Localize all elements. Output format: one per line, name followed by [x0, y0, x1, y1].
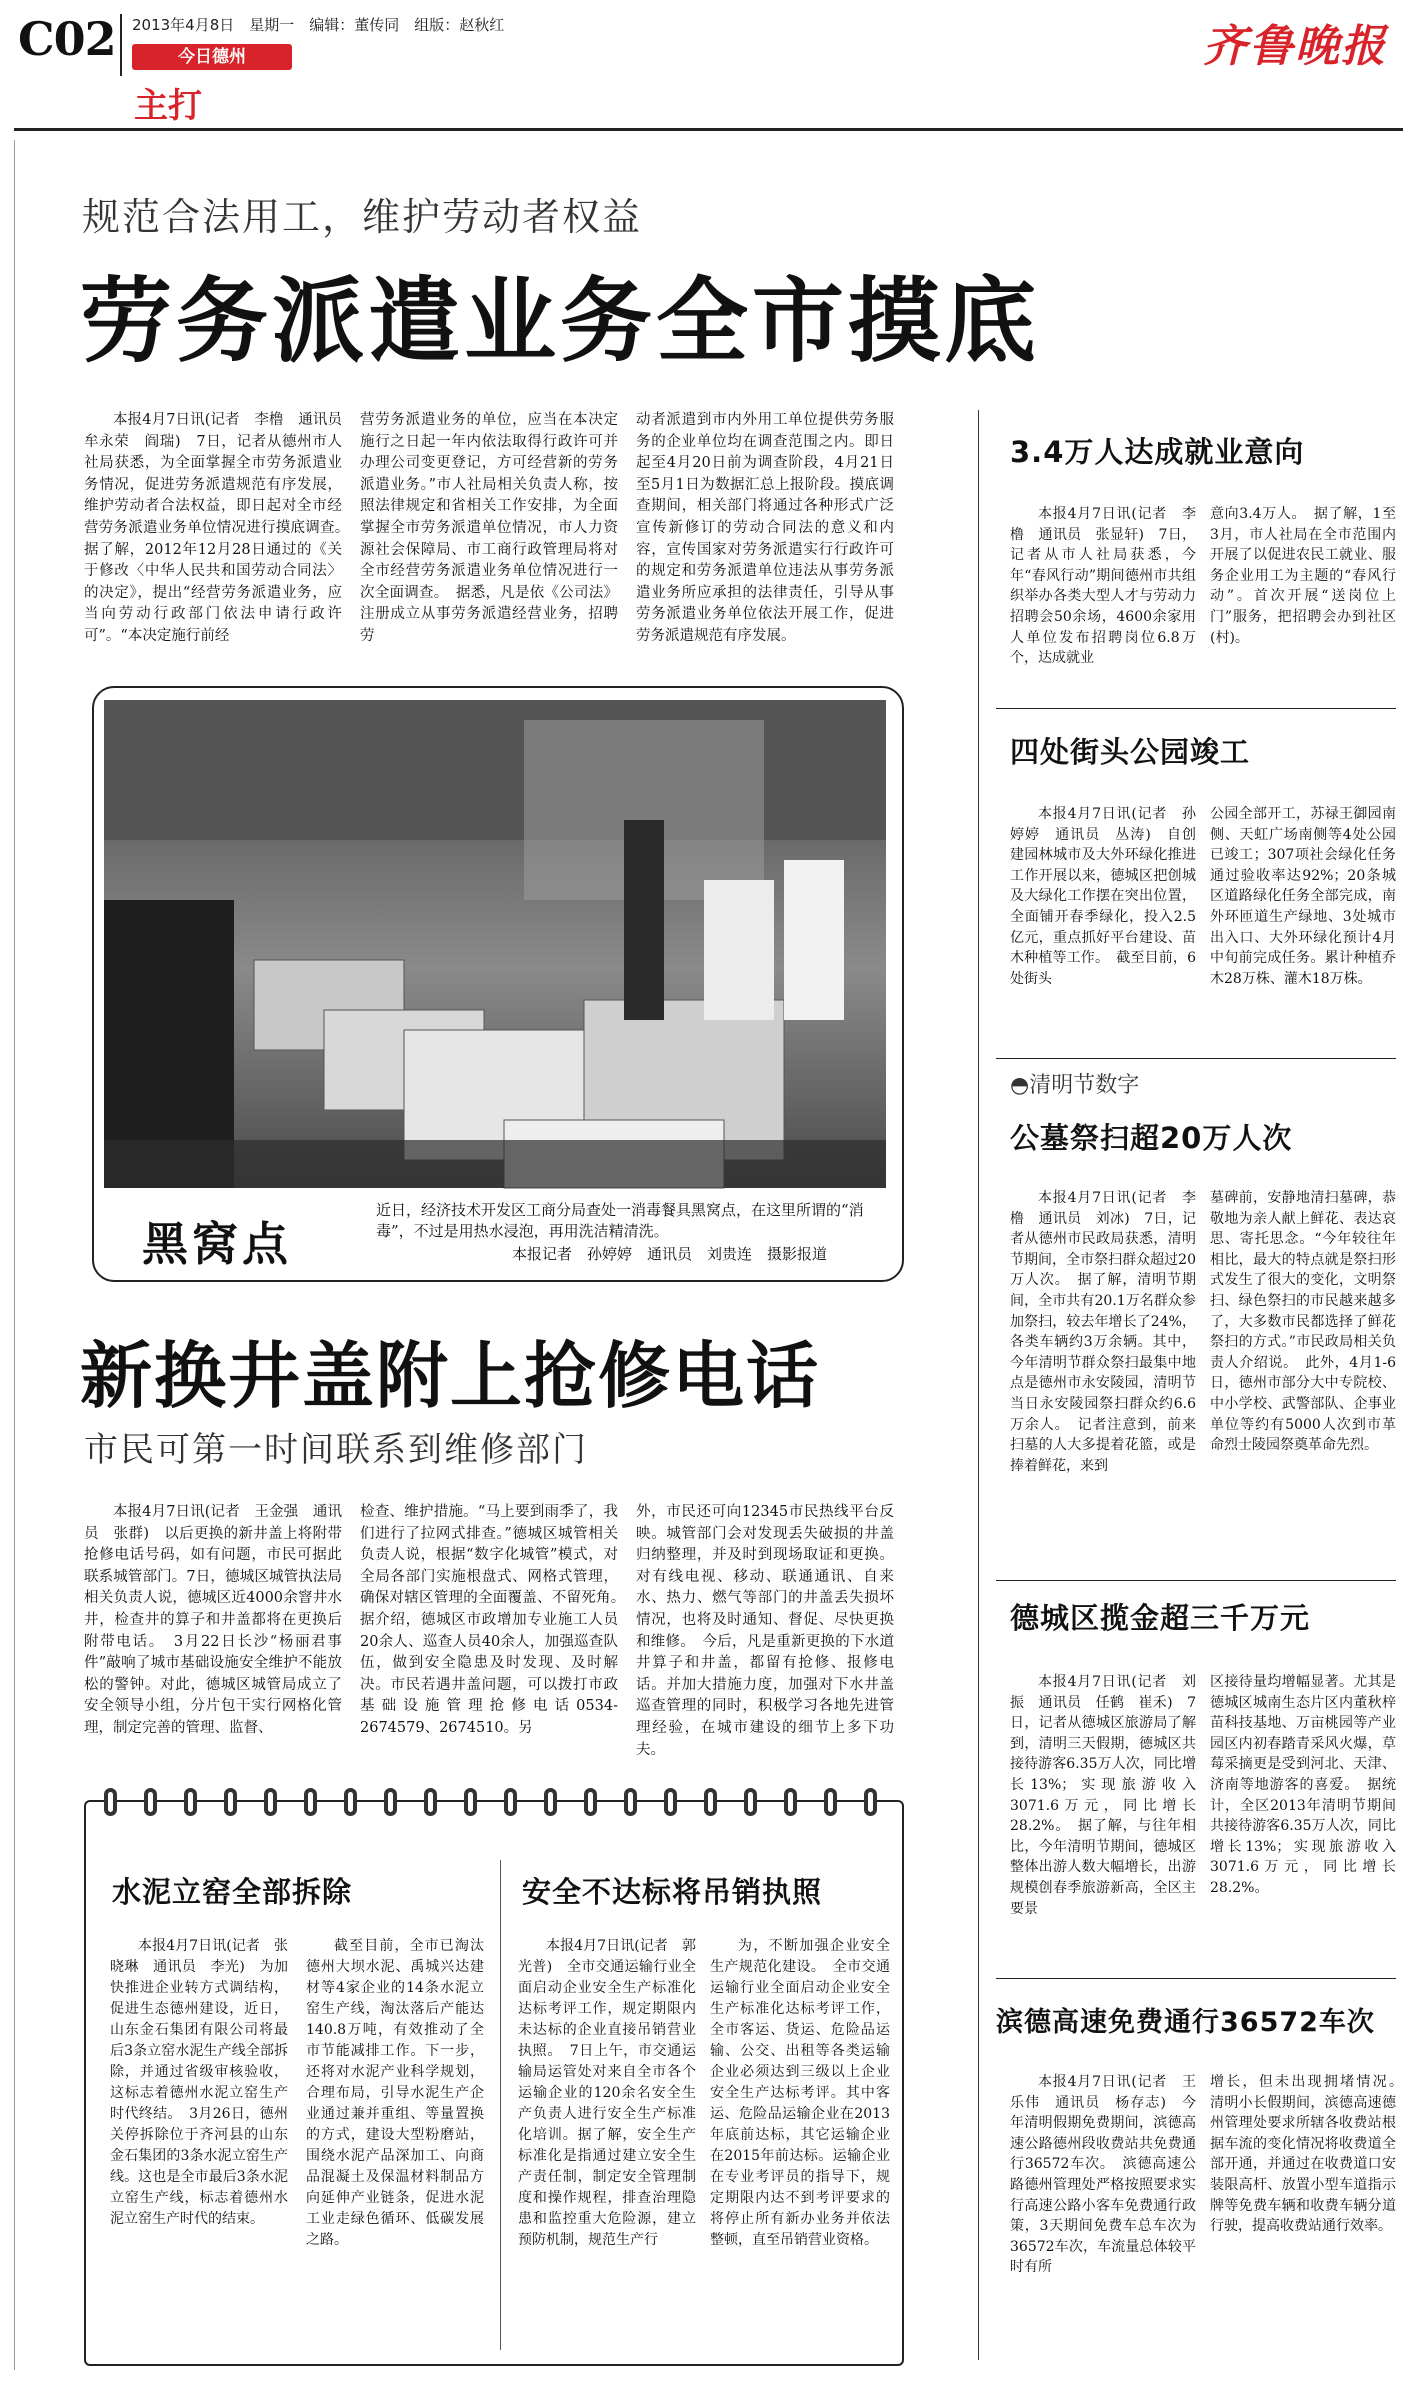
highway-col-1-text: 本报4月7日讯(记者 王乐伟 通讯员 杨存志) 今年清明假期免费期间，滨德高速公路德州段收费站共免费通行36572车次。 滨德高速公路德州管理处严格按照要求实行高速公路小客车免费通行政策，3天期间免费车总车次为36572车次，车流量总体较平时有所 [1010, 2074, 1196, 2276]
page-number: C02 [18, 12, 116, 66]
employment-headline: 3.4万人达成就业意向 [1010, 435, 1305, 469]
binder-ring [464, 1788, 477, 1816]
sidebar-rule [996, 1058, 1396, 1059]
binder-ring [704, 1788, 717, 1816]
manhole-col-2 [360, 1502, 633, 1764]
binder-ring [744, 1788, 757, 1816]
notebook-divider [500, 1860, 501, 2350]
workshop-photo [104, 700, 886, 1188]
highway-headline: 滨德高速免费通行36572车次 [996, 2007, 1375, 2038]
employment-col-1 [1010, 504, 1196, 696]
binder-ring [224, 1788, 237, 1816]
park-col-1 [1010, 804, 1196, 1052]
qingming-section-label: 清明节数字 [1029, 1073, 1140, 1098]
binder-ring [184, 1788, 197, 1816]
safety-col-2 [710, 1936, 890, 2348]
employment-col-2 [1210, 504, 1396, 696]
page-left-edge [14, 140, 15, 2370]
binder-ring [504, 1788, 517, 1816]
date-line: 2013年4月8日 星期一 编辑：董传同 组版：赵秋红 [132, 16, 505, 34]
safety-headline: 安全不达标将吊销执照 [522, 1875, 823, 1909]
cement-col-2 [306, 1936, 484, 2348]
manhole-col-2-text: 检查、维护措施。“马上要到雨季了，我们进行了拉网式排查。”德城区城管相关负责人说，根据“数字化城管”模式，对全局各部门实施根盘式、网格式管理，确保对辖区管理的全面覆盖、不留死角。 据介绍，德城区市政增加专业施工人员20余人、巡查人员40余人，加强巡查队伍，做到安全隐患及时发现、及时解决。市民若遇井盖问题，可以拨打市政基础设施管理抢修电话0534-2674579、2674510。另 [360, 1504, 633, 1736]
section-tag [132, 44, 292, 70]
lead-col-2-text: 营劳务派遣业务的单位，应当在本决定施行之日起一年内依法取得行政许可并办理公司变更登记，方可经营新的劳务派遣业务。”市人社局相关负责人称，按照法律规定和省相关工作安排，为全面掌握全市劳务派遣单位情况，市人力资源社会保障局、市工商行政管理局将对全市经营劳务派遣业务单位情况进行一次全面调查。 据悉，凡是依《公司法》注册成立从事劳务派遣经营业务，招聘劳 [360, 412, 618, 644]
manhole-headline: 新换井盖附上抢修电话 [80, 1334, 821, 1418]
binder-ring [624, 1788, 637, 1816]
tourism-col-2-text: 区接待量均增幅显著。尤其是德城区城南生态片区内董秋梓苗科技基地、万亩桃园等产业园区内初春踏青采风火爆，草莓采摘更是受到河北、天津、济南等地游客的喜爱。 据统计，全区2013年清明节期间共接待游客6.35万人次，同比增长13%；实现旅游收入3071.6万元，同比增长28.2%。 [1210, 1674, 1396, 1896]
binder-ring [304, 1788, 317, 1816]
safety-col-2-text: 为，不断加强企业安全生产规范化建设。 全市交通运输行业全面启动企业安全生产标准化达标考评工作，全市客运、货运、危险品运输、公交、出租等各类运输企业必须达到三级以上企业安全生产达标考评。其中客运、危险品运输企业在2013年底前达标，其它运输企业在2015年前达标。运输企业在专业考评员的指导下，规定期限内达不到考评要求的将停止所有新办业务并依法整顿，直至吊销营业资格。 [710, 1938, 890, 2248]
binder-ring [344, 1788, 357, 1816]
sidebar-rule [996, 708, 1396, 709]
header-rule [14, 128, 1403, 131]
lead-col-3-text: 动者派遣到市内外用工单位提供劳务服务的企业单位均在调查范围之内。即日起至4月20日前为调查阶段，4月21日至5月1日为数据汇总上报阶段。摸底调查期间，相关部门将通过各种形式广泛宣传新修订的劳动合同法的意义和内容，宣传国家对劳务派遣实行行政许可的规定和劳务派遣单位违法从事劳务派遣业务所应承担的法律责任，引导从事劳务派遣业务单位依法开展工作，促进劳务派遣规范有序发展。 [636, 412, 894, 644]
binder-ring [864, 1788, 877, 1816]
lead-col-1 [84, 410, 357, 690]
manhole-subhead: 市民可第一时间联系到维修部门 [84, 1430, 588, 1470]
park-col-2 [1210, 804, 1396, 1052]
lead-col-1-text: 本报4月7日讯(记者 李橹 通讯员 牟永荣 阎瑞) 7日，记者从德州市人社局获悉，为全面掌握全市劳务派遣业务情况，促进劳务派遣规范有序发展，维护劳动者合法权益，即日起对全市经营劳务派遣业务单位情况进行摸底调查。 据了解，2012年12月28日通过的《关于修改〈中华人民共和国劳动合同法〉的决定》，提出“经营劳务派遣业务，应当向劳动行政部门依法申请行政许可”。“本决定施行前经 [84, 412, 357, 644]
highway-col-2-text: 增长，但未出现拥堵情况。 清明小长假期间，滨德高速德州管理处要求所辖各收费站根据车流的变化情况将收费道全部开通，并通过在收费道口安装限高杆、放置小型车道指示牌等免费车辆和收费车辆分道行驶，提高收费站通行效率。 [1210, 2074, 1410, 2235]
qingming-headline: 公墓祭扫超20万人次 [1010, 1121, 1293, 1155]
safety-col-1 [518, 1936, 696, 2348]
binder-ring [384, 1788, 397, 1816]
cement-headline: 水泥立窑全部拆除 [112, 1875, 353, 1909]
binder-ring [664, 1788, 677, 1816]
photo-caption-text: 近日，经济技术开发区工商分局查处一消毒餐具黑窝点，在这里所谓的“消毒”，不过是用热水浸泡，再用洗洁精清洗。 [376, 1201, 864, 1240]
highway-col-2 [1210, 2072, 1410, 2362]
binder-ring [824, 1788, 837, 1816]
sidebar-rule [996, 1978, 1396, 1979]
lead-col-2 [360, 410, 618, 690]
manhole-col-1-text: 本报4月7日讯(记者 王金强 通讯员 张群) 以后更换的新井盖上将附带抢修电话号码，如有问题，市民可据此联系城管部门。7日，德城区城管执法局相关负责人说，德城区近4000余窨井水井，检查井的算子和井盖都将在更换后附带电话。 3月22日长沙“杨丽君事件”敲响了城市基础设施安全维护不能放松的警钟。对此，德城区城管局成立了安全领导小组，分片包干实行网格化管理，制定完善的管理、监督、 [84, 1504, 342, 1736]
tourism-col-1 [1010, 1672, 1196, 1972]
binder-ring [104, 1788, 117, 1816]
header-divider [120, 14, 122, 76]
lead-col-3 [636, 410, 894, 690]
qingming-col-2-text: 墓碑前，安静地清扫墓碑，恭敬地为亲人献上鲜花、表达哀思、寄托思念。“今年较往年相比，最大的特点就是祭扫形式发生了很大的变化，文明祭扫、绿色祭扫的市民越来越多了，大多数市民都选择了鲜花祭扫的方式。”市民政局相关负责人介绍说。 此外，4月1-6日，德州市部分大中专院校、中小学校、武警部队、企事业单位等约有5000人次到市革命烈士陵园祭奠革命先烈。 [1210, 1190, 1396, 1454]
park-col-2-text: 公园全部开工，苏禄王御园南侧、天虹广场南侧等4处公园已竣工；307项社会绿化任务通过验收率达92%；20条城区道路绿化任务全部完成，南外环匝道生产绿地、3处城市出入口、大外环绿化预计4月中旬前完成任务。累计种植乔木28万株、灌木18万株。 [1210, 806, 1396, 987]
photo-credit: 本报记者 孙婷婷 通讯员 刘贵连 摄影报道 [512, 1245, 828, 1263]
photo-title: 黑窝点 [142, 1217, 292, 1271]
manhole-col-3-text: 外，市民还可向12345市民热线平台反映。城管部门会对发现丢失破损的井盖归纳整理，并及时到现场取证和更换。对有线电视、移动、联通通讯、自来水、热力、燃气等部门的井盖丢失损坏情况，也将及时通知、督促、尽快更换和维修。 今后，凡是重新更换的下水道井算子和井盖，都留有抢修、报修电话。并加大措施力度，加强对下水井盖巡查管理的同时，积极学习各地先进管理经验，在城市建设的细节上多下功夫。 [636, 1504, 894, 1758]
qingming-col-2 [1210, 1188, 1396, 1594]
binder-ring [584, 1788, 597, 1816]
circle-icon: ◓ [1010, 1073, 1030, 1098]
sidebar-divider [978, 410, 979, 2360]
safety-col-1-text: 本报4月7日讯(记者 郭光普) 全市交通运输行业全面启动企业安全生产标准化达标考评工作，规定期限内未达标的企业直接吊销营业执照。 7日上午，市交通运输局运管处对来自全市各个运输企业的120余名安全生产负责人进行安全生产标准化培训。据了解，安全生产标准化是指通过建立安全生产责任制，制定安全管理制度和操作规程，排查治理隐患和监控重大危险源，建立预防机制，规范生产行 [518, 1938, 696, 2248]
column-name: 主打 [134, 86, 202, 126]
photo-illustration [104, 700, 886, 1188]
employment-col-1-text: 本报4月7日讯(记者 李橹 通讯员 张显轩) 7日，记者从市人社局获悉，今年“春风行动”期间德州市共组织举办各类大型人才与劳动力招聘会50余场，4600余家用人单位发布招聘岗位6.8万个，达成就业 [1010, 506, 1196, 667]
manhole-col-3 [636, 1502, 894, 1764]
lead-headline: 劳务派遣业务全市摸底 [80, 268, 1041, 375]
employment-col-2-text: 意向3.4万人。 据了解，1至3月，市人社局在全市范围内开展了以促进农民工就业、服务企业用工为主题的“春风行动”。首次开展“送岗位上门”服务，把招聘会办到社区(村)。 [1210, 506, 1396, 646]
qingming-col-1 [1010, 1188, 1196, 1594]
binder-ring [784, 1788, 797, 1816]
tourism-headline: 德城区揽金超三千万元 [1010, 1601, 1311, 1635]
binder-ring [424, 1788, 437, 1816]
tourism-col-1-text: 本报4月7日讯(记者 刘振 通讯员 任鹤 崔禾) 7日，记者从德城区旅游局了解到，清明三天假期，德城区共接待游客6.35万人次，同比增长13%；实现旅游收入3071.6万元，同比增长28.2%。 据了解，与往年相比，今年清明节期间，德城区整体出游人数大幅增长，出游规模创春季旅游新高，全区主要景 [1010, 1674, 1196, 1917]
park-col-1-text: 本报4月7日讯(记者 孙婷婷 通讯员 丛涛) 自创建园林城市及大外环绿化推进工作开展以来，德城区把创城及大绿化工作摆在突出位置，全面铺开春季绿化，投入2.5亿元，重点抓好平台建设、苗木种植等工作。 截至目前，6处街头 [1010, 806, 1196, 987]
park-headline: 四处街头公园竣工 [1010, 735, 1251, 769]
manhole-col-1 [84, 1502, 342, 1764]
tourism-col-2 [1210, 1672, 1396, 1972]
masthead-logo: 齐鲁晚报 [1203, 21, 1387, 72]
cement-col-1 [110, 1936, 288, 2348]
photo-caption [376, 1200, 876, 1265]
cement-col-1-text: 本报4月7日讯(记者 张晓琳 通讯员 李光) 为加快推进企业转方式调结构，促进生态德州建设，近日，山东金石集团有限公司将最后3条立窑水泥生产线全部拆除，并通过省级审核验收，这标志着德州水泥立窑生产时代终结。 3月26日，德州关停拆除位于齐河县的山东金石集团的3条水泥立窑生产线。这也是全市最后3条水泥立窑生产线，标志着德州水泥立窑生产时代的结束。 [110, 1938, 288, 2227]
lead-kicker: 规范合法用工，维护劳动者权益 [82, 195, 643, 239]
highway-col-1 [1010, 2072, 1196, 2362]
cement-col-2-text: 截至目前，全市已淘汰德州大坝水泥、禹城兴达建材等4家企业的14条水泥立窑生产线，淘汰落后产能达140.8万吨，有效推动了全市节能减排工作。下一步，还将对水泥产业科学规划，合理布局，引导水泥生产企业通过兼并重组、等量置换的方式，建设大型粉磨站，围绕水泥产品深加工、向商品混凝土及保温材料制品方向延伸产业链条，促进水泥工业走绿色循环、低碳发展之路。 [306, 1938, 484, 2248]
qingming-section [1010, 1068, 1139, 1099]
binder-ring [544, 1788, 557, 1816]
section-tag-label: 今日德州 [178, 47, 246, 67]
qingming-col-1-text: 本报4月7日讯(记者 李橹 通讯员 刘冰) 7日，记者从德州市民政局获悉，清明节期间，全市祭扫群众超过20万人次。 据了解，清明节期间，全市共有20.1万名群众参加祭扫，较去年增长了24%，各类车辆约3万余辆。其中，今年清明节群众祭扫最集中地点是德州市永安陵园，清明节当日永安陵园祭扫群众约6.6万余人。 记者注意到，前来扫墓的人大多提着花篮，或是捧着鲜花，来到 [1010, 1190, 1196, 1474]
sidebar-rule [996, 1580, 1396, 1581]
binder-ring [264, 1788, 277, 1816]
binder-ring [144, 1788, 157, 1816]
